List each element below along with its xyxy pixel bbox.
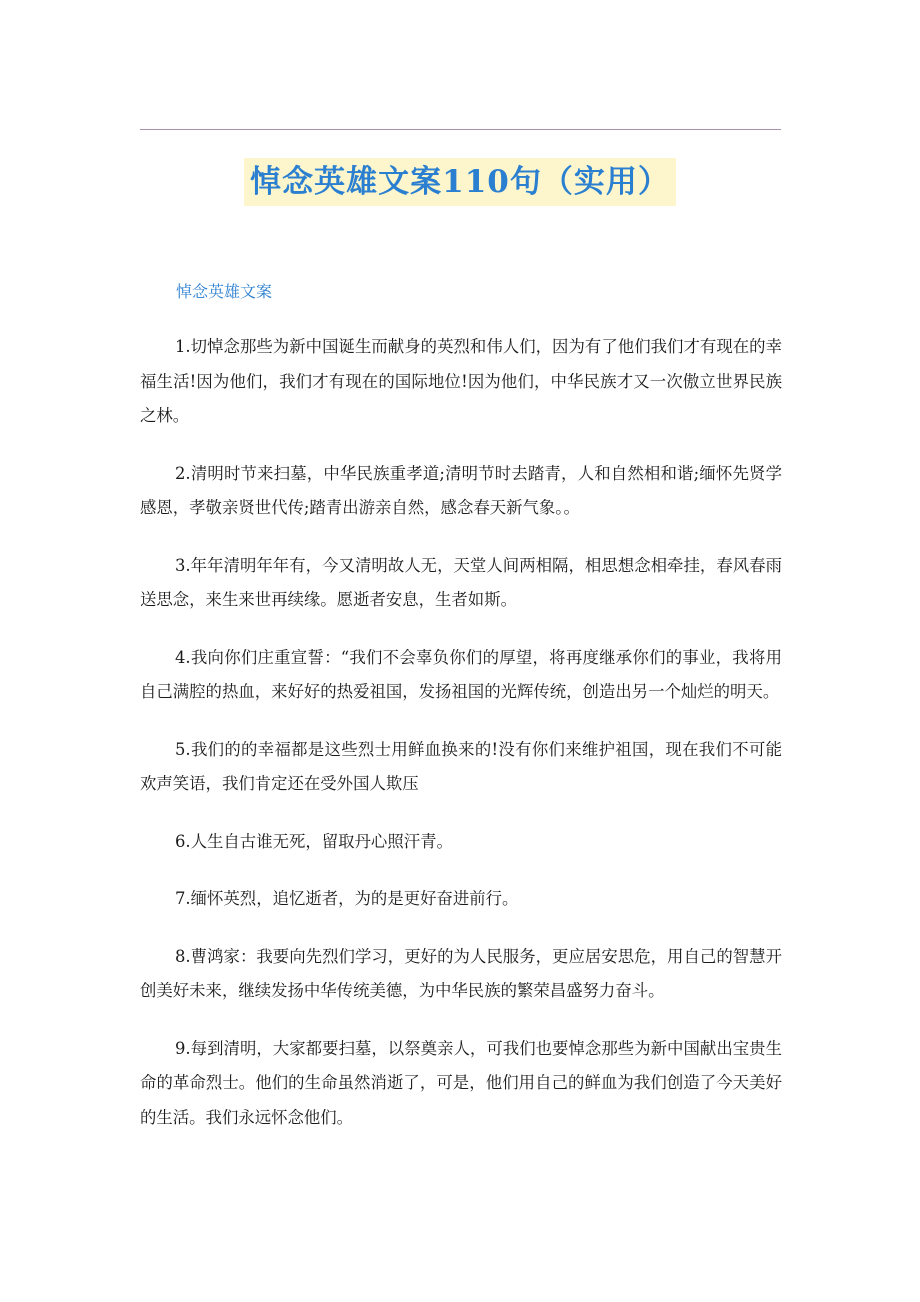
paragraph-6: 6.人生自古谁无死，留取丹心照汗青。 [175,831,453,851]
paragraph-7: 7.缅怀英烈，追忆逝者，为的是更好奋进前行。 [175,889,519,908]
paragraph-4: 4.我向你们庄重宣誓：“我们不会辜负你们的厚望，将再度继承你们的事业，我将用自己满腔的热血，来好好的热爱祖国，发扬祖国的光辉传统，创造出另一个灿烂的明天。 [140,647,782,701]
title-container [0,158,920,206]
paragraph-8: 8.曹鸿家：我要向先烈们学习，更好的为人民服务，更应居安思危，用自己的智慧开创美好未来，继续发扬中华传统美德，为中华民族的繁荣昌盛努力奋斗。 [140,946,782,1000]
header-rule [140,129,781,130]
paragraph-2: 2.清明时节来扫墓，中华民族重孝道;清明节时去踏青，人和自然相和谐;缅怀先贤学感恩，孝敬亲贤世代传;踏青出游亲自然，感念春天新气象。。 [140,463,782,517]
paragraph-5: 5.我们的的幸福都是这些烈士用鲜血换来的!没有你们来维护祖国，现在我们不可能欢声笑语，我们肯定还在受外国人欺压 [140,739,782,793]
paragraph-3: 3.年年清明年年有，今又清明故人无，天堂人间两相隔，相思想念相牵挂，春风春雨送思念，来生来世再续缘。愿逝者安息，生者如斯。 [140,555,782,609]
document-body [140,330,782,1158]
paragraph-1: 1.切悼念那些为新中国诞生而献身的英烈和伟人们，因为有了他们我们才有现在的幸福生活!因为他们，我们才有现在的国际地位!因为他们，中华民族才又一次傲立世界民族之林。 [140,337,782,425]
section-heading: 悼念英雄文案 [176,282,273,301]
document-title: 悼念英雄文案110句（实用） [244,158,676,206]
paragraph-9: 9.每到清明，大家都要扫墓，以祭奠亲人，可我们也要悼念那些为新中国献出宝贵生命的革命烈士。他们的生命虽然消逝了，可是，他们用自己的鲜血为我们创造了今天美好的生活。我们永远怀念他们。 [140,1038,782,1127]
